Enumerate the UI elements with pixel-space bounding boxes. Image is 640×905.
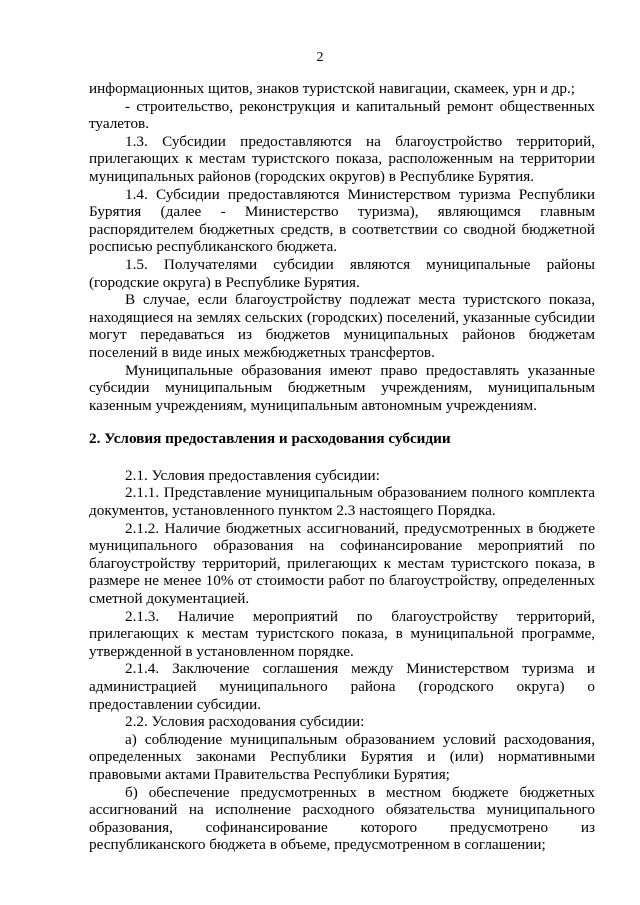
paragraph: а) соблюдение муниципальным образованием условий расходования, определенных законами Республики Бурятия и (или) нормативными правовыми актами Правительства Республики Бурятия; bbox=[89, 730, 595, 783]
page-number: 2 bbox=[316, 50, 324, 65]
paragraph: 2.1.1. Представление муниципальным образованием полного комплекта документов, установленного пунктом 2.3 настоящего Порядка. bbox=[89, 484, 595, 520]
document-body bbox=[89, 80, 595, 854]
section-heading: 2. Условия предоставления и расходования субсидии bbox=[89, 430, 451, 448]
paragraph: 1.5. Получателями субсидии являются муниципальные районы (городские округа) в Республике Бурятия. bbox=[89, 255, 595, 291]
paragraph: 2.1. Условия предоставления субсидии: bbox=[125, 466, 380, 484]
paragraph: 2.1.4. Заключение соглашения между Министерством туризма и администрацией муниципального района (городского округа) о предоставлении субсидии. bbox=[89, 660, 595, 713]
paragraph: 2.2. Условия расходования субсидии: bbox=[125, 713, 365, 731]
paragraph: В случае, если благоустройству подлежат места туристского показа, находящиеся на землях сельских (городских) поселений, указанные субсидии могут передаваться из бюджетов муниципальных районов бюджетам поселений в виде иных межбюджетных трансфертов. bbox=[89, 291, 595, 361]
section-1-continuation bbox=[89, 80, 595, 414]
paragraph: 2.1.2. Наличие бюджетных ассигнований, предусмотренных в бюджете муниципального образования на софинансирование мероприятий по благоустройству территорий, прилегающих к местам туристского показа, в размере не менее 10% от стоимости работ по благоустройству, определенных сметной документацией. bbox=[89, 519, 595, 608]
section-2-body bbox=[89, 467, 595, 854]
paragraph: Муниципальные образования имеют право предоставлять указанные субсидии муниципальным бюджетным учреждениям, муниципальным казенным учреждениям, муниципальным автономным учреждениям. bbox=[89, 361, 595, 414]
paragraph: б) обеспечение предусмотренных в местном бюджете бюджетных ассигнований на исполнение расходного обязательства муниципального образования, софинансирование которого предусмотрено из республиканского бюджета в объеме, предусмотренном в соглашении; bbox=[89, 783, 595, 854]
paragraph: 1.4. Субсидии предоставляются Министерством туризма Республики Бурятия (далее - Министерство туризма), являющимся главным распорядителем бюджетных средств, в соответствии со сводной бюджетной росписью республиканского бюджета. bbox=[89, 185, 595, 256]
paragraph: 1.3. Субсидии предоставляются на благоустройство территорий, прилегающих к местам туристского показа, расположенным на территории муниципальных районов (городских округов) в Республике Бурятия. bbox=[89, 132, 595, 185]
paragraph: 2.1.3. Наличие мероприятий по благоустройству территорий, прилегающих к местам туристского показа, в муниципальной программе, утвержденной в установленном порядке. bbox=[89, 607, 595, 660]
paragraph: - строительство, реконструкция и капитальный ремонт общественных туалетов. bbox=[89, 97, 595, 133]
paragraph: информационных щитов, знаков туристской навигации, скамеек, урн и др.; bbox=[89, 80, 576, 97]
